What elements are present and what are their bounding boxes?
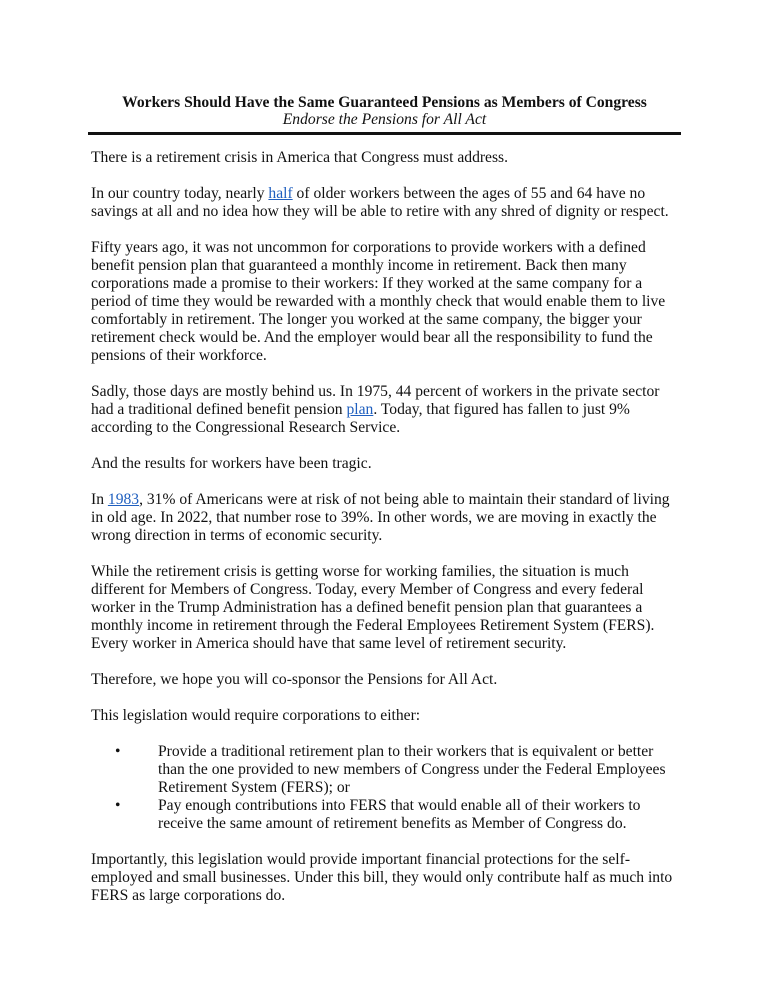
paragraph-intro: There is a retirement crisis in America that Congress must address. xyxy=(91,149,509,166)
paragraph-text: In our country today, nearly xyxy=(91,185,269,202)
list-item xyxy=(91,743,681,797)
paragraph-text: of older workers between the ages of 55 and 64 have no savings at all and no idea how they will be able to retire with any shred of dignity or respect. xyxy=(91,185,669,220)
document-header xyxy=(88,94,681,128)
bullet-icon: • xyxy=(115,797,121,814)
paragraph-history: Fifty years ago, it was not uncommon for corporations to provide workers with a defined benefit pension plan that guaranteed a monthly income in retirement. Back then many corporations made a promise to their workers: If they worked at the same company for a period of time they would be rewarded with a monthly check that would enable them to live comfortably in retirement. The longer you worked at the same company, the bigger your retirement check would be. And the employer would bear all the responsibility to fund the pensions of their workforce. xyxy=(91,239,666,364)
paragraph-text: , 31% of Americans were at risk of not being able to maintain their standard of living in old age. In 2022, that number rose to 39%. In other words, we are moving in exactly the wrong direction in terms of economic security. xyxy=(91,491,670,544)
paragraph-requirements: This legislation would require corporations to either: xyxy=(91,707,421,724)
bullet-icon: • xyxy=(115,743,121,760)
list-item xyxy=(91,797,681,833)
document-subtitle: Endorse the Pensions for All Act xyxy=(282,111,487,128)
header-divider xyxy=(88,132,681,135)
paragraph-tragic: And the results for workers have been tragic. xyxy=(91,455,372,472)
paragraph-small-business: Importantly, this legislation would provide important financial protections for the self-employed and small businesses. Under this bill, they would only contribute half as much into FERS as large corporations do. xyxy=(91,851,673,904)
document-page xyxy=(91,94,681,923)
paragraph-decline xyxy=(91,383,681,437)
list-item-text: Pay enough contributions into FERS that would enable all of their workers to receive the same amount of retirement benefits as Member of Congress do. xyxy=(158,797,641,832)
plan-link[interactable]: plan xyxy=(346,401,374,418)
paragraph-text: . Today, that figured has fallen to just 9% according to the Congressional Research Service. xyxy=(91,401,630,436)
list-item-text: Provide a traditional retirement plan to their workers that is equivalent or better than the one provided to new members of Congress under the Federal Employees Retirement System (FERS); or xyxy=(158,743,666,796)
paragraph-risk xyxy=(91,491,681,545)
paragraph-text: Sadly, those days are mostly behind us. In 1975, 44 percent of workers in the private sector had a traditional defined benefit pension xyxy=(91,383,660,418)
requirements-list xyxy=(91,743,681,833)
paragraph-congress: While the retirement crisis is getting worse for working families, the situation is much different for Members of Congress. Today, every Member of Congress and every federal worker in the Trump Administration has a defined benefit pension plan that guarantees a monthly income in retirement through the Federal Employees Retirement System (FERS). Every worker in America should have that same level of retirement security. xyxy=(91,563,655,652)
paragraph-cosponsor: Therefore, we hope you will co-sponsor the Pensions for All Act. xyxy=(91,671,498,688)
paragraph-text: In xyxy=(91,491,108,508)
half-link[interactable]: half xyxy=(268,185,293,202)
document-title: Workers Should Have the Same Guaranteed Pensions as Members of Congress xyxy=(122,94,647,111)
paragraph-savings xyxy=(91,185,681,221)
document-body xyxy=(91,149,681,905)
1983-link[interactable]: 1983 xyxy=(107,491,140,508)
